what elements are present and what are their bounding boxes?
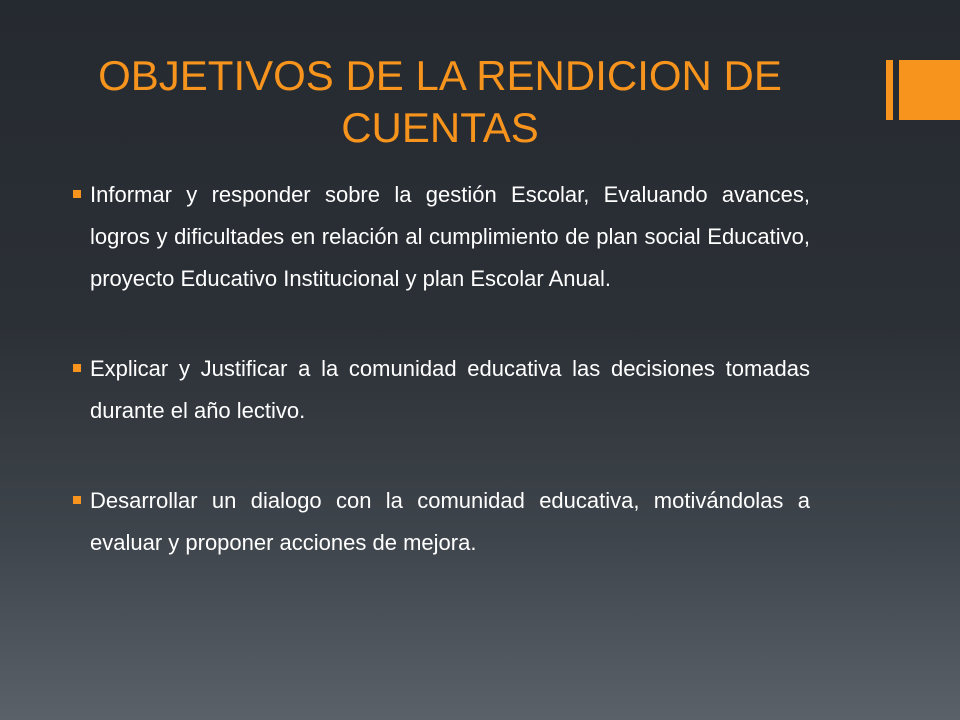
square-bullet-icon <box>73 364 81 372</box>
title-accent-bar-thin <box>886 60 893 120</box>
title-accent-bar-block <box>899 60 960 120</box>
bullet-text: Explicar y Justificar a la comunidad educativa las decisiones tomadas durante el año lectivo. <box>90 356 810 423</box>
square-bullet-icon <box>73 190 81 198</box>
bullet-list <box>70 174 810 564</box>
slide-title: OBJETIVOS DE LA RENDICION DE CUENTAS <box>98 52 782 151</box>
bullet-item <box>70 174 810 300</box>
bullet-item <box>70 480 810 564</box>
bullet-text: Desarrollar un dialogo con la comunidad educativa, motivándolas a evaluar y proponer acciones de mejora. <box>90 488 810 555</box>
bullet-item <box>70 348 810 432</box>
bullet-text: Informar y responder sobre la gestión Escolar, Evaluando avances, logros y dificultades en relación al cumplimiento de plan social Educativo, proyecto Educativo Institucional y plan Escolar Anual. <box>90 182 810 291</box>
square-bullet-icon <box>73 496 81 504</box>
